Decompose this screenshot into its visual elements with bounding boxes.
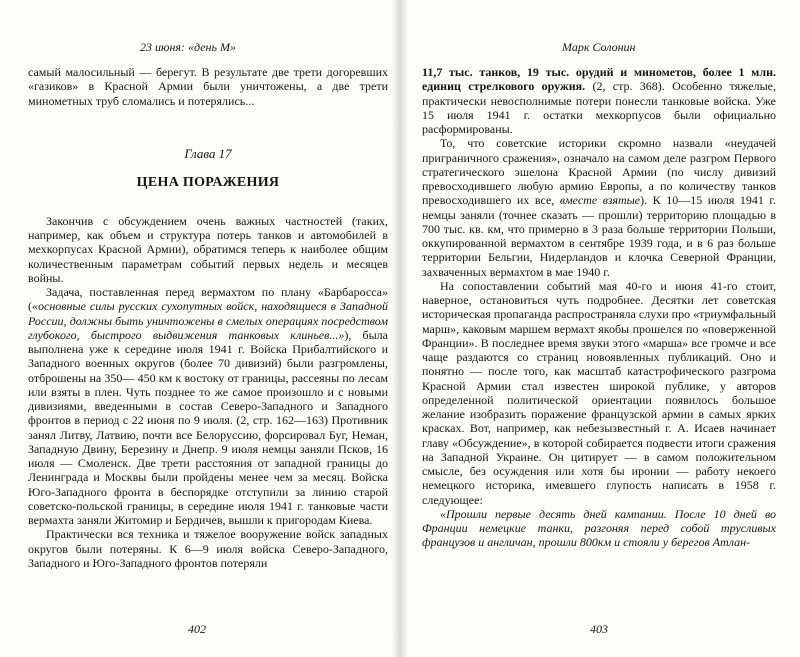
right-page-number: 403 — [590, 622, 608, 636]
right-paragraph-2 — [422, 136, 776, 279]
losses-figures: 11,7 тыс. танков, 19 тыс. орудий и минометов, более 1 млн. единиц стрелкового оружия. — [422, 65, 776, 94]
right-page-text — [422, 65, 776, 550]
paragraph-2 — [28, 285, 388, 527]
right-paragraph-2-italic: вместе взятые — [559, 193, 641, 208]
left-page-text — [28, 65, 388, 570]
right-paragraph-2-post: ). К 10—15 июля 1941 г. немцы заняли (точнее сказать — прошли) территорию площадью в 700 тыс. кв. км, что примерно в 3 раза больше территории Польши, оккупированной вермахтом в сентябре 1939 года, и в 6 раз больше территории Бельгии, Нидерландов и клочка Северной Франции, захваченных вермахтом в мае 1940 г. — [422, 193, 776, 279]
historian-quote: «Прошли первые десять дней кампании. После 10 дней во Франции немецкие танки, разгоняя перед собой трусливых французов и англичан, прошли 800км и стояли у берегов Атлан- — [422, 506, 776, 550]
left-page-number: 402 — [188, 622, 206, 636]
paragraph-2-lead: Задача, поставленная перед вермахтом по плану «Барбаросса» ( — [28, 285, 388, 314]
right-paragraph-2-pre: То, что советские историки скромно назвали «неудачей приграничного сражения», означало на самом деле разгром Первого стратегического эшелона Красной Армии (по числу дивизий превосходившего любую армию Европы, а по количеству танков превосходившего их все, — [422, 136, 776, 208]
right-paragraph-1 — [422, 65, 776, 136]
book-gutter — [392, 0, 408, 657]
chapter-number: Глава 17 — [184, 145, 232, 161]
left-running-head: 23 июня: «день М» — [140, 40, 236, 54]
continuation-paragraph: самый малосильный — берегут. В результате две трети догоревших «газиков» в Красной Армии были уничтожены, а две трети минометных труб сломались и потерялись... — [28, 65, 388, 108]
right-paragraph-1-rest: (2, стр. 368). Особенно тяжелые, практически невосполнимые потери понесли танковые войска. Уже 15 июля 1941 г. остатки мехкорпусов были официально расформированы. — [422, 79, 777, 136]
paragraph-2-rest: ), была выполнена уже к середине июля 1941 г. Войска Прибалтийского и Западного военных округов (более 70 дивизий) были разгромлены, отброшены на 350— 450 км к востоку от границы, рассеяны по лесам или взяты в плен. Чуть позднее то же самое произошло и с новыми дивизиями, введенными в состав Северо-Западного и Западного фронтов в период с 22 июня по 9 июля. (2, стр. 162—163) Противник занял Литву, Латвию, почти все Белоруссию, форсировал Буг, Неман, Западную Двину, Березину и Днепр. 9 июля немцы заняли Псков, 16 июля — Смоленск. Две трети расстояния от западной границы до Ленинграда и Москвы были пройдены менее чем за месяц. Войска Юго-Западного фронта в беспорядке отступили за линию старой советско-польской границы, в середине июля 1941 г. танковые части вермахта заняли Житомир и Бердичев, вышли к пригородам Киева. — [28, 327, 388, 527]
right-running-head: Марк Солонин — [562, 40, 636, 54]
paragraph-1: Закончив с обсуждением очень важных частностей (таких, например, как объем и структура потерь танков и автомобилей в мехкорпусах Красной Армии), обратимся теперь к наиболее общим количественным параметрам событий первых недель и месяцев войны. — [28, 213, 388, 285]
chapter-title: ЦЕНА ПОРАЖЕНИЯ — [136, 174, 280, 190]
right-paragraph-3: На сопоставлении событий мая 40-го и июня 41-го стоит, наверное, остановиться чуть подробнее. Десятки лет советская историческая пропаганда распространяла слухи про «триумфальный марш», каковым маршем вермахт якобы прошелся по «поверженной Франции». В последнее время звуки этого «марша» все громче и все чаще раздаются со страниц новоявленных публикаций. Оно и понятно — после того, как масштаб катастрофического разгрома Красной Армии стал известен широкой публике, у авторов определенной политической ориентации появилось большое желание изобразить поражение французской армии в самых ярких красках. Вот, например, как небезызвестный г. А. Исаев начинает главу «Обсуждение», в которой собирается подвести итоги сражения на Западной Украине. Он цитирует — в самом положительном смысле, без осуждения или хотя бы иронии — работу некоего немецкого историка, имевшего глупость написать в 1958 г. следующее: — [422, 278, 776, 507]
barbarossa-quote: «основные силы русских сухопутных войск, находящиеся в Западной России, должны быть уничтожены в смелых операциях посредством глубокого, быстрого выдвижения танковых клиньев...» — [28, 299, 388, 342]
paragraph-3: Практически вся техника и тяжелое вооружение войск западных округов были потеряны. К 6—9 июля войска Северо-Западного, Западного и Юго-Западного фронтов потеряли — [28, 527, 388, 570]
left-page — [20, 0, 392, 657]
right-page — [412, 0, 784, 657]
